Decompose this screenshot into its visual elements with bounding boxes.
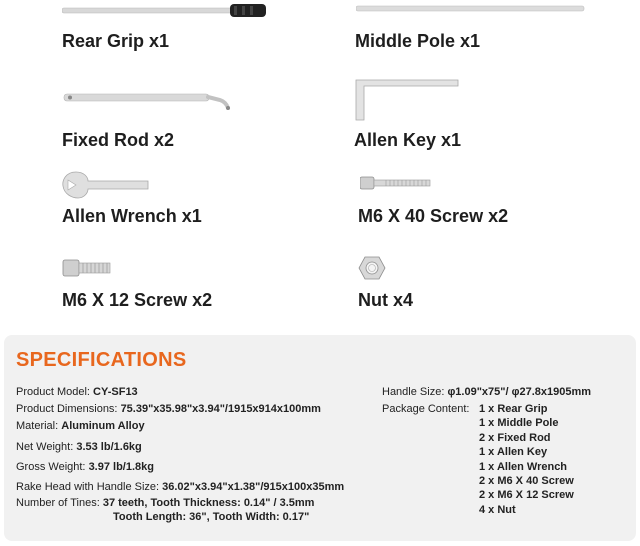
fixed-rod-icon xyxy=(62,88,234,114)
list-item: 1 x Middle Pole xyxy=(479,417,559,430)
nut-icon xyxy=(358,256,386,280)
list-item: 1 x Rear Grip xyxy=(479,403,548,415)
part-label-allen-key: Allen Key x1 xyxy=(354,130,462,150)
allen-wrench-icon xyxy=(62,170,150,200)
spec-package-content-label: Package Content: xyxy=(382,403,470,415)
specifications-title: SPECIFICATIONS xyxy=(16,349,187,371)
spec-net-weight: Net Weight: 3.53 lb/1.6kg xyxy=(16,441,142,453)
spec-rake-head: Rake Head with Handle Size: 36.02"x3.94"x1.38"/915x100x35mm xyxy=(16,481,345,493)
short-screw-icon xyxy=(62,258,112,278)
spec-product-dimensions: Product Dimensions: 75.39"x35.98"x3.94"/1915x914x100mm xyxy=(16,403,321,415)
rear-grip-icon xyxy=(62,2,267,20)
part-label-long-screw: M6 X 40 Screw x2 xyxy=(358,206,509,226)
part-label-short-screw: M6 X 12 Screw x2 xyxy=(62,290,213,310)
part-label-fixed-rod: Fixed Rod x2 xyxy=(62,130,175,150)
list-item: 2 x M6 X 40 Screw xyxy=(479,475,574,488)
spec-tines: Number of Tines: 37 teeth, Tooth Thickness: 0.14" / 3.5mm xyxy=(16,497,315,509)
part-label-middle-pole: Middle Pole x1 xyxy=(355,31,481,51)
list-item: 4 x Nut xyxy=(479,503,516,516)
list-item: 1 x Allen Key xyxy=(479,446,548,459)
list-item: 1 x Allen Wrench xyxy=(479,460,568,473)
package-content-list xyxy=(479,402,574,517)
spec-material: Material: Aluminum Alloy xyxy=(16,420,145,432)
list-item: 2 x M6 X 12 Screw xyxy=(479,489,574,502)
allen-key-icon xyxy=(352,76,462,126)
specifications-panel xyxy=(4,335,636,541)
spec-product-model: Product Model: CY-SF13 xyxy=(16,386,138,398)
list-item: 2 x Fixed Rod xyxy=(479,431,551,444)
long-screw-icon xyxy=(360,175,432,191)
part-label-nut: Nut x4 xyxy=(358,290,414,310)
spec-gross-weight: Gross Weight: 3.97 lb/1.8kg xyxy=(16,461,154,473)
part-label-allen-wrench: Allen Wrench x1 xyxy=(62,206,202,226)
spec-tines-length: Tooth Length: 36", Tooth Width: 0.17" xyxy=(113,511,310,523)
spec-handle-size: Handle Size: φ1.09"x75"/ φ27.8x1905mm xyxy=(382,386,592,398)
middle-pole-icon xyxy=(356,3,586,15)
part-label-rear-grip: Rear Grip x1 xyxy=(62,31,170,51)
